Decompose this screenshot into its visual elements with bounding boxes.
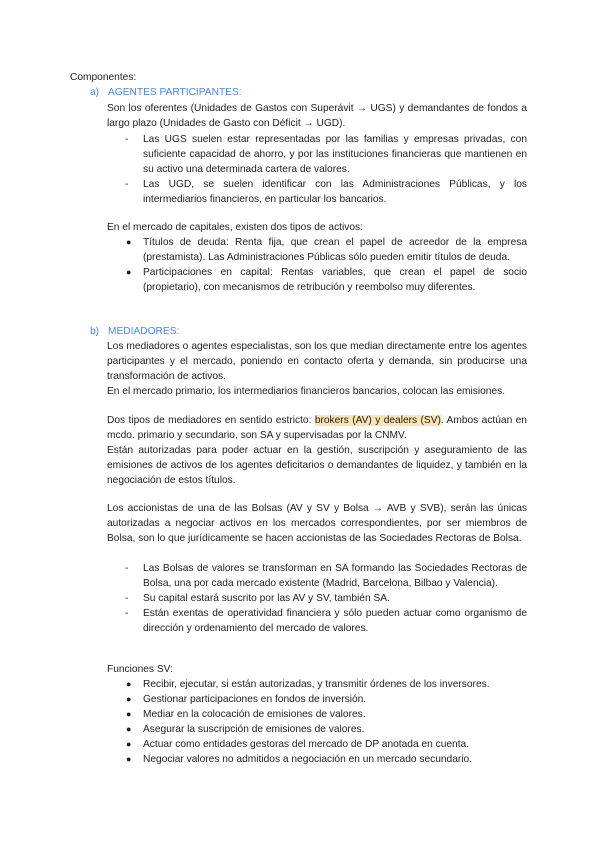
highlighted-text: brokers (AV) y dealers (SV) [314, 415, 441, 426]
list-item-text: Las UGS suelen estar representadas por las familias y empresas privadas, con suficiente capacidad de ahorro, y por las instituciones financieras que mantienen en su activo una determinada cartera de valores. [143, 134, 527, 175]
section-b-title-text: MEDIADORES: [108, 326, 180, 337]
section-a-letter: a) [90, 87, 100, 98]
list-item [107, 722, 527, 737]
list-item-text: Negociar valores no admitidos a negociación en un mercado secundario. [143, 754, 473, 765]
list-item-text: Títulos de deuda: Renta fija, que crean el papel de acreedor de la empresa (prestamista). Las Administraciones Públicas sólo pueden emitir títulos de deuda. [143, 237, 527, 263]
bullet-marker: ● [126, 754, 132, 764]
list-item-text: Recibir, ejecutar, si están autorizadas, y transmitir órdenes de los inversores. [143, 679, 490, 690]
section-a-bullet-list [107, 235, 527, 295]
market-intro: En el mercado de capitales, existen dos tipos de activos: [107, 222, 363, 233]
section-b-paragraph-3 [107, 413, 527, 443]
funciones-title: Funciones SV: [107, 664, 173, 675]
p3-after: . Ambos actúan en mcdo. primario y secundario, son SA y supervisadas por la CNMV. [107, 415, 527, 441]
dash-marker: - [125, 134, 129, 145]
bullet-marker: ● [126, 237, 132, 247]
section-b-paragraph-2: En el mercado primario, los intermediarios financieros bancarios, colocan las emisiones. [107, 386, 506, 397]
list-item [107, 561, 527, 591]
list-item-text: Actuar como entidades gestoras del mercado de DP anotada en cuenta. [143, 739, 470, 750]
list-item [107, 692, 527, 707]
list-item-text: Participaciones en capital: Rentas variables, que crean el papel de socio (propietario), con mecanismos de retribución y reembolso muy diferentes. [143, 267, 527, 293]
list-item [107, 235, 527, 265]
list-item-text: Las Bolsas de valores se transforman en SA formando las Sociedades Rectoras de Bolsa, una por cada mercado existente (Madrid, Barcelona, Bilbao y Valencia). [143, 563, 527, 589]
list-item-text: Gestionar participaciones en fondos de inversión. [143, 694, 367, 705]
bullet-marker: ● [126, 679, 132, 689]
list-item [107, 177, 527, 207]
list-item [107, 265, 527, 295]
section-b-letter: b) [90, 326, 100, 337]
section-a-title [90, 85, 242, 100]
bullet-marker: ● [126, 739, 132, 749]
list-item-text: Su capital estará suscrito por las AV y SV, también SA. [143, 593, 390, 604]
list-item [107, 707, 527, 722]
list-item-text: Las UGD, se suelen identificar con las Administraciones Públicas, y los intermediarios financieros, en particular los bancarios. [143, 179, 527, 205]
list-item-text: Asegurar la suscripción de emisiones de valores. [143, 724, 365, 735]
list-item-text: Están exentas de operatividad financiera y sólo pueden actuar como organismo de dirección y ordenamiento del mercado de valores. [143, 608, 527, 634]
list-item [107, 591, 527, 606]
bullet-marker: ● [126, 694, 132, 704]
bullet-marker: ● [126, 724, 132, 734]
section-a-intro: Son los oferentes (Unidades de Gastos con Superávit → UGS) y demandantes de fondos a largo plazo (Unidades de Gasto con Déficit → UGD). [107, 103, 527, 129]
section-b-paragraph-4: Están autorizadas para poder actuar en la gestión, suscripción y aseguramiento de las emisiones de activos de los agentes deficitarios o demandantes de liquidez, y también en la negociación de estos títulos. [107, 445, 527, 486]
section-b-paragraph-1: Los mediadores o agentes especialistas, son los que median directamente entre los agentes participantes y el mercado, poniendo en contacto oferta y demanda, sin producirse una transformación de activos. [107, 341, 527, 382]
bullet-marker: ● [126, 709, 132, 719]
p3-before: Dos tipos de mediadores en sentido estricto: [107, 415, 315, 426]
heading-componentes: Componentes: [70, 72, 137, 83]
list-item-text: Mediar en la colocación de emisiones de valores. [143, 709, 366, 720]
list-item [107, 752, 527, 767]
section-b-dash-list [107, 561, 527, 636]
dash-marker: - [125, 608, 129, 619]
dash-marker: - [125, 593, 129, 604]
section-b-title [90, 324, 179, 339]
section-a-dash-list [107, 132, 527, 207]
dash-marker: - [125, 179, 129, 190]
list-item [107, 606, 527, 636]
section-b-paragraph-5: Los accionistas de una de las Bolsas (AV y SV y Bolsa → AVB y SVB), serán las únicas autorizadas a negociar activos en los mercados correspondientes, por ser miembros de Bolsa, son lo que jurídicamente se hacen accionistas de las Sociedades Rectoras de Bolsa. [107, 503, 527, 544]
list-item [107, 132, 527, 177]
list-item [107, 737, 527, 752]
bullet-marker: ● [126, 267, 132, 277]
list-item [107, 677, 527, 692]
funciones-list [107, 677, 527, 767]
section-a-title-text: AGENTES PARTICIPANTES: [108, 87, 242, 98]
dash-marker: - [125, 563, 129, 574]
